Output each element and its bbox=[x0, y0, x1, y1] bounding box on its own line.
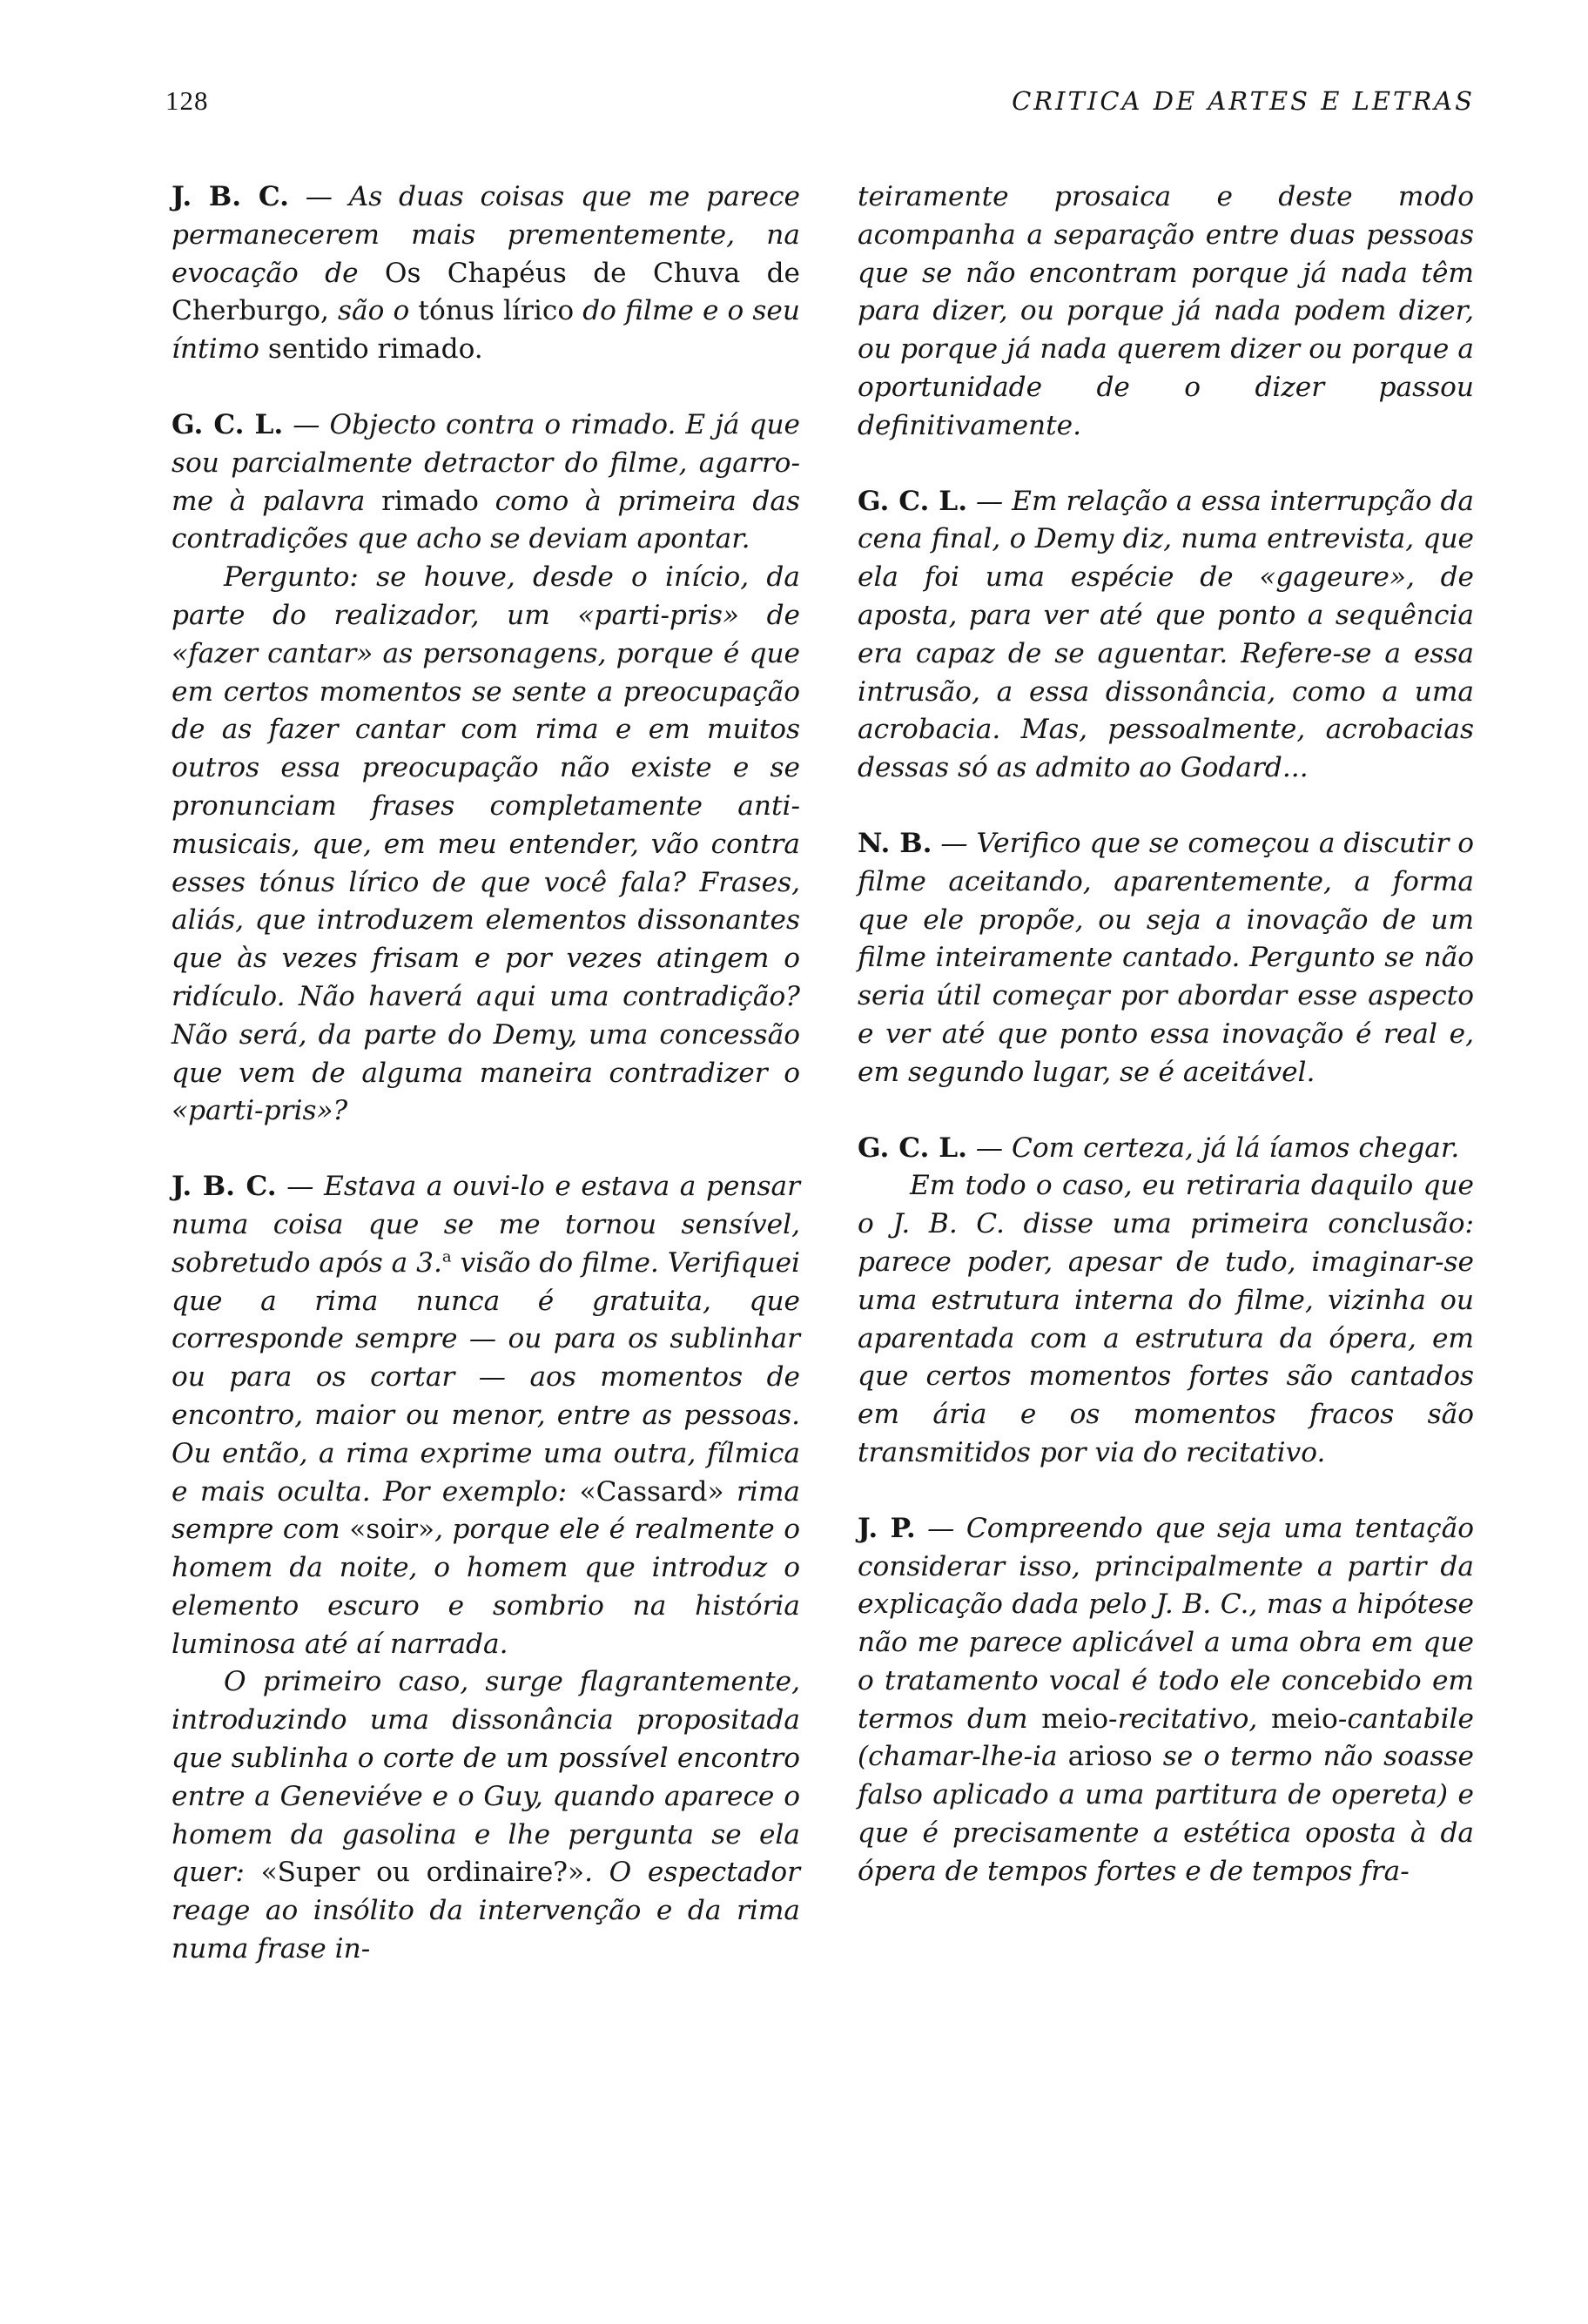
page-header bbox=[165, 85, 1475, 138]
paragraph-question: Pergunto: se houve, desde o início, da parte do realizador, um «parti-pris» de «fazer cantar» as personagens, porque é que em certos momentos se sente a preocupação de as fazer cantar com rima e em muitos outros essa preocupação não existe e se pronunciam frases completamente anti-musicais, que, em meu entender, vão contra esses tónus lírico de que você fala? Frases, aliás, que introduzem elementos dissonantes que às vezes frisam e por vezes atingem o ridículo. Não haverá aqui uma contradição? Não será, da parte do Demy, uma concessão que vem de alguma maneira contradizer o «parti-pris»? bbox=[172, 561, 800, 1127]
speaker-label: G. C. L. bbox=[172, 408, 284, 440]
speaker-label: J. B. C. bbox=[172, 1171, 277, 1203]
paragraph-jp: J. P. — Compreendo que seja uma tentação considerar isso, principalmente a partir da explicação dada pelo J. B. C., mas a hipótese não me parece aplicável a uma obra em que o tratamento vocal é todo ele concebido em termos dum meio-recitativo, meio-cantabile (chamar-lhe-ia arioso se o termo não soasse falso aplicado a uma partitura de opereta) e que é precisamente a estética oposta à da ópera de tempos fortes e de tempos fra- bbox=[858, 1512, 1474, 1887]
paragraph-jbc-2: J. B. C. — Estava a ouvi-lo e estava a pensar numa coisa que se me tornou sensível, sobretudo após a 3.$^a$ visão do filme. Verifiquei que a rima nunca é gratuita, que corresponde sempre — ou para os sublinhar ou para os cortar — aos momentos de encontro, maior ou menor, entre as pessoas. Ou então, a rima exprime uma outra, fílmica e mais oculta. Por exemplo: «Cassard» rima sempre com «soir», porque ele é realmente o homem da noite, o homem que introduz o elemento escuro e sombrio na história luminosa até aí narrada. bbox=[172, 1171, 801, 1660]
page-number: 128 bbox=[165, 85, 209, 116]
speaker-label: J. B. C. bbox=[172, 181, 289, 212]
speaker-label: G. C. L. bbox=[858, 1132, 968, 1164]
speaker-label: G. C. L. bbox=[858, 485, 968, 517]
paragraph-nb: N. B. — Verifico que se começou a discutir o filme aceitando, aparentemente, a forma que ele propõe, ou seja a inovação de um filme inteiramente cantado. Pergunto se não seria útil começar por abordar esse aspecto e ver até que ponto essa inovação é real e, em segundo lugar, se é aceitável. bbox=[858, 827, 1474, 1088]
paragraph-gcl-2: G. C. L. — Em relação a essa interrupção da cena final, o Demy diz, numa entrevista, que ela foi uma espécie de «gageure», de aposta, para ver até que ponto a sequência era capaz de se aguentar. Refere-se a essa intrusão, a essa dissonância, como a uma acrobacia. Mas, pessoalmente, acrobacias dessas só as admito ao Godard... bbox=[858, 485, 1474, 784]
paragraph-gcl-1: G. C. L. — Objecto contra o rimado. E já que sou parcialmente detractor do filme, agarro-me à palavra rimado como à primeira das contradições que acho se deviam apontar. bbox=[172, 408, 801, 555]
paragraph-conclusion: Em todo o caso, eu retiraria daquilo que o J. B. C. disse uma primeira conclusão: parece poder, apesar de tudo, imaginar-se uma estrutura interna do filme, vizinha ou aparentada com a estrutura da ópera, em que certos momentos fortes são cantados em ária e os momentos fracos são transmitidos por via do recitativo. bbox=[858, 1170, 1474, 1468]
speaker-label: J. P. bbox=[858, 1512, 916, 1544]
running-title: CRITICA DE ARTES E LETRAS bbox=[1012, 86, 1475, 116]
speaker-label: N. B. bbox=[858, 827, 932, 859]
paragraph-continuation: teiramente prosaica e deste modo acompanha a separação entre duas pessoas que se não encontram porque já nada têm para dizer, ou porque já nada podem dizer, ou porque já nada querem dizer ou porque a oportunidade de o dizer passou definitivamente. bbox=[858, 181, 1474, 441]
paragraph-gcl-3: G. C. L. — Com certeza, já lá íamos chegar. bbox=[858, 1132, 1460, 1164]
right-column bbox=[858, 178, 1474, 1891]
paragraph-first-case: O primeiro caso, surge flagrantemente, introduzindo uma dissonância propositada que sublinha o corte de um possível encontro entre a Geneviéve e o Guy, quando aparece o homem da gasolina e lhe pergunta se ela quer: «Super ou ordinaire?». O espectador reage ao insólito da intervenção e da rima numa frase in- bbox=[172, 1666, 800, 1965]
left-column bbox=[172, 178, 800, 1969]
paragraph-jbc-1: J. B. C. — As duas coisas que me parece permanecerem mais prementemente, na evocação de Os Chapéus de Chuva de Cherburgo, são o tónus lírico do filme e o seu íntimo sentido rimado. bbox=[172, 181, 800, 366]
